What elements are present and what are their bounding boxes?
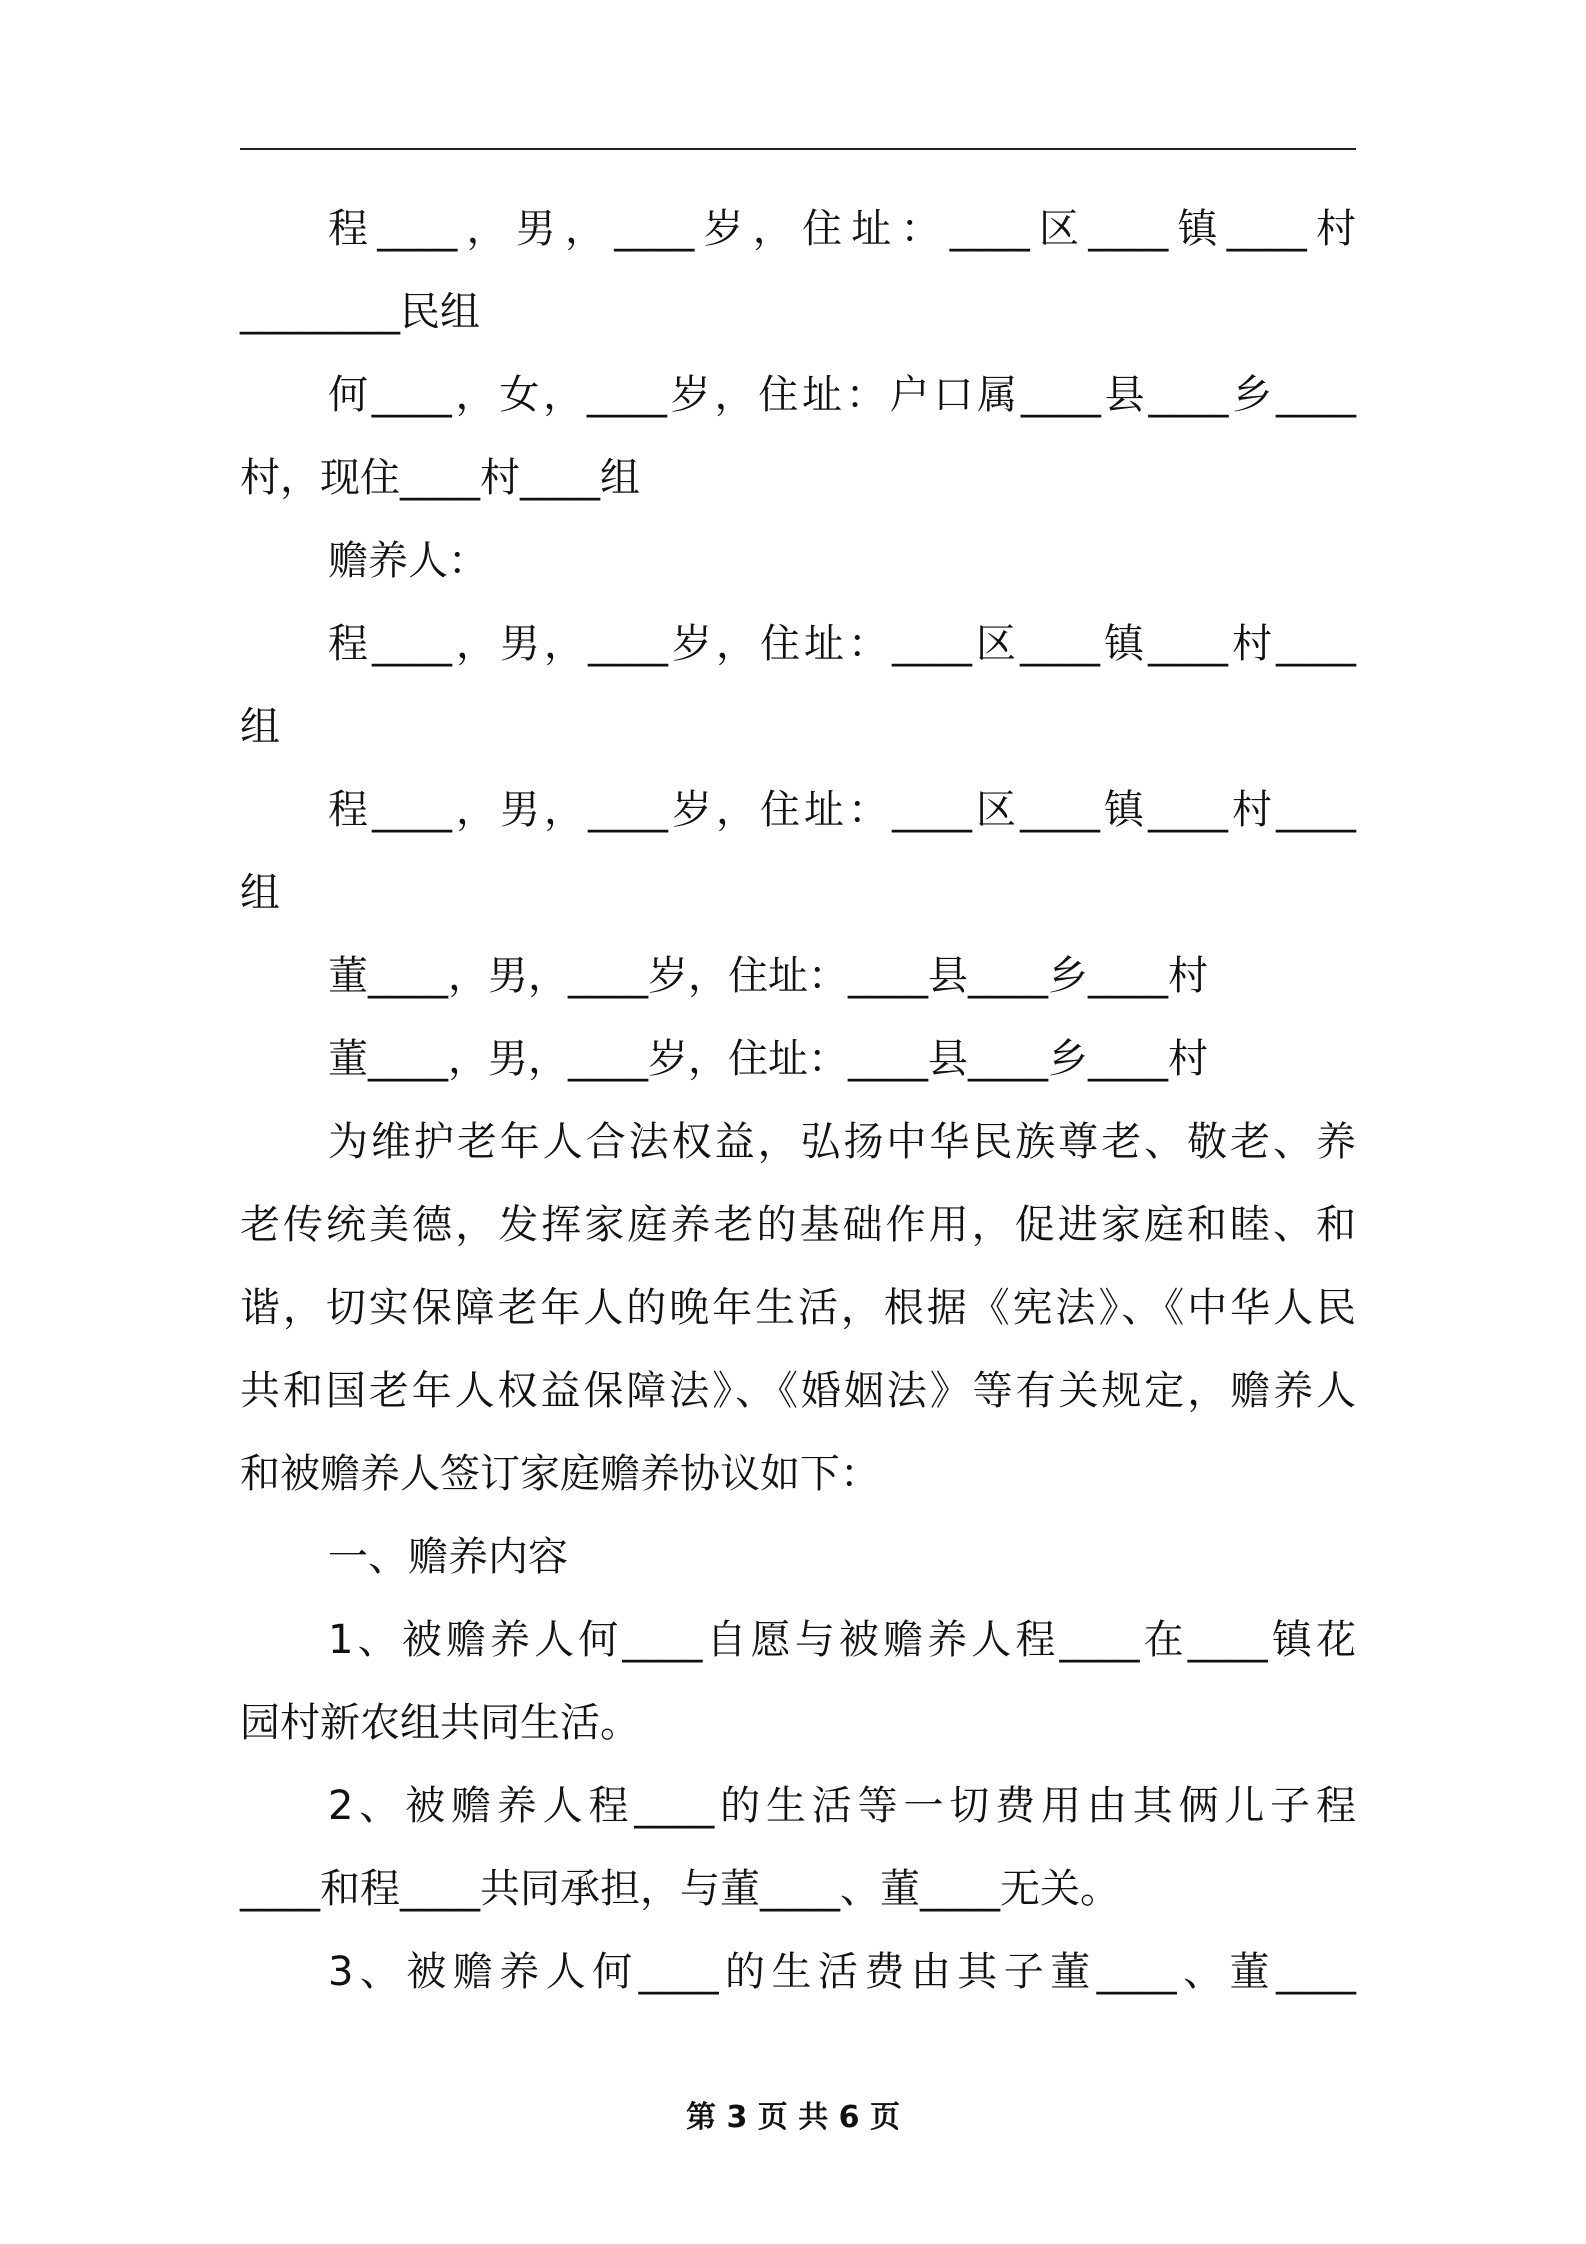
section-heading: 一、赡养内容 [328, 1534, 568, 1580]
document-body [240, 188, 1356, 2014]
text-line: 董____，男，____岁，住址：____县____乡____村 [328, 1036, 1208, 1082]
text-line: 为维护老年人合法权益，弘扬中华民族尊老、敬老、养 [328, 1119, 1356, 1165]
text-line: ____和程____共同承担，与董____、董____无关。 [240, 1866, 1120, 1912]
text-line: 村，现住____村____组 [240, 455, 640, 501]
text-line: 老传统美德，发挥家庭养老的基础作用，促进家庭和睦、和 [240, 1202, 1356, 1248]
text-line: 组 [240, 704, 280, 750]
text-line: 园村新农组共同生活。 [240, 1700, 640, 1746]
text-line: 程____，男，____岁，住址：____区____镇____村____ [328, 787, 1356, 833]
text-line: ________民组 [240, 289, 480, 335]
text-line: 1、被赡养人何____自愿与被赡养人程____在____镇花 [328, 1617, 1356, 1663]
text-line: 2、被赡养人程____的生活等一切费用由其俩儿子程 [328, 1783, 1356, 1829]
text-line: 何____，女，____岁，住址：户口属____县____乡____ [328, 372, 1356, 418]
text-line: 组 [240, 870, 280, 916]
header-rule [240, 148, 1356, 150]
page-number: 第 3 页 共 6 页 [686, 2100, 900, 2135]
text-line: 共和国老年人权益保障法》、《婚姻法》等有关规定，赡养人 [240, 1368, 1356, 1414]
text-line: 程____，男，____岁，住址：____区____镇____村____ [328, 621, 1356, 667]
text-line: 谐，切实保障老年人的晚年生活，根据《宪法》、《中华人民 [240, 1285, 1356, 1331]
text-line: 赡养人： [328, 538, 488, 584]
text-line: 董____，男，____岁，住址：____县____乡____村 [328, 953, 1208, 999]
text-line: 3、被赡养人何____的生活费由其子董____、董____ [328, 1949, 1356, 1995]
text-line: 程____，男，____岁，住址：____区____镇____村 [328, 206, 1356, 252]
text-line: 和被赡养人签订家庭赡养协议如下： [240, 1451, 880, 1497]
